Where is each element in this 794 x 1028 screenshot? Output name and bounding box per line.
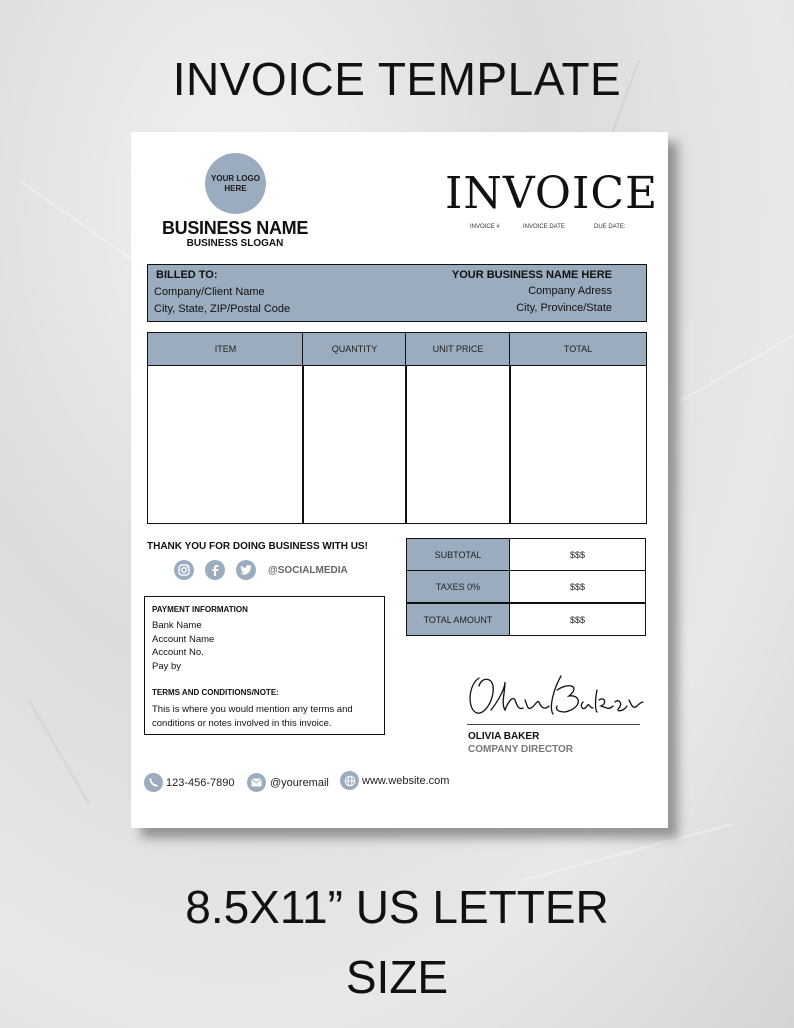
column-header-total: TOTAL [510,333,646,366]
subtotal-label: SUBTOTAL [406,538,510,571]
quantity-column [302,332,407,524]
taxes-row [406,570,646,603]
terms-heading: TERMS AND CONDITIONS/NOTE: [152,688,279,697]
logo-placeholder [205,153,266,214]
website-url: www.website.com [362,775,450,787]
signature-line [467,724,640,725]
column-header-unit-price: UNIT PRICE [406,333,510,366]
seller-address: Company Adress [528,285,612,297]
email-icon [247,773,266,792]
social-handle: @SOCIALMEDIA [268,565,348,576]
terms-line-1: This is where you would mention any terms and [152,704,353,715]
total-column [509,332,647,524]
page-headline: INVOICE TEMPLATE [172,53,622,105]
billed-to-label: BILLED TO: [156,269,218,281]
total-amount-value: $$$ [509,603,646,636]
signature-image [465,670,645,726]
column-header-item: ITEM [148,333,303,366]
seller-name: YOUR BUSINESS NAME HERE [451,269,612,281]
taxes-label: TAXES 0% [406,570,510,603]
account-number: Account No. [152,647,204,658]
bank-name: Bank Name [152,620,202,631]
total-amount-row [406,603,646,636]
paper-size-line-1: 8.5X11” US LETTER [185,881,609,933]
unit-price-column [405,332,511,524]
payment-heading: PAYMENT INFORMATION [152,605,248,614]
paper-crease [680,330,794,402]
paper-crease [520,823,733,882]
business-slogan: BUSINESS SLOGAN [186,238,284,249]
item-column [147,332,304,524]
phone-number: 123-456-7890 [166,777,235,789]
payment-info-box [144,596,385,735]
seller-city: City, Province/State [516,302,612,314]
column-header-quantity: QUANTITY [303,333,406,366]
signer-name: OLIVIA BAKER [468,731,540,742]
facebook-icon[interactable] [205,560,225,580]
globe-icon [340,771,359,790]
phone-icon [144,773,163,792]
instagram-icon[interactable] [174,560,194,580]
signer-role: COMPANY DIRECTOR [468,744,574,755]
client-name: Company/Client Name [154,286,265,298]
terms-line-2: conditions or notes involved in this invoice. [152,718,332,729]
account-name: Account Name [152,634,215,645]
paper-size-line-2: SIZE [345,951,449,1003]
invoice-date-label: INVOICE DATE [523,224,565,230]
invoice-number-label: INVOICE # [470,224,500,230]
client-address: City, State, ZIP/Postal Code [154,303,291,315]
thank-you-note: THANK YOU FOR DOING BUSINESS WITH US! [147,541,368,552]
subtotal-row [406,538,646,571]
business-name: BUSINESS NAME [161,218,309,238]
items-table [147,332,647,526]
pay-by: Pay by [152,661,182,672]
billing-block [147,264,647,322]
due-date-label: DUE DATE: [594,224,626,230]
taxes-value: $$$ [509,570,646,603]
twitter-icon[interactable] [236,560,256,580]
subtotal-value: $$$ [509,538,646,571]
total-amount-label: TOTAL AMOUNT [406,603,510,636]
invoice-title: INVOICE [445,168,659,219]
logo-text: YOUR LOGO HERE [211,173,260,193]
email-address: @youremail [270,777,329,789]
paper-crease [28,700,90,805]
invoice-sheet [131,132,668,828]
